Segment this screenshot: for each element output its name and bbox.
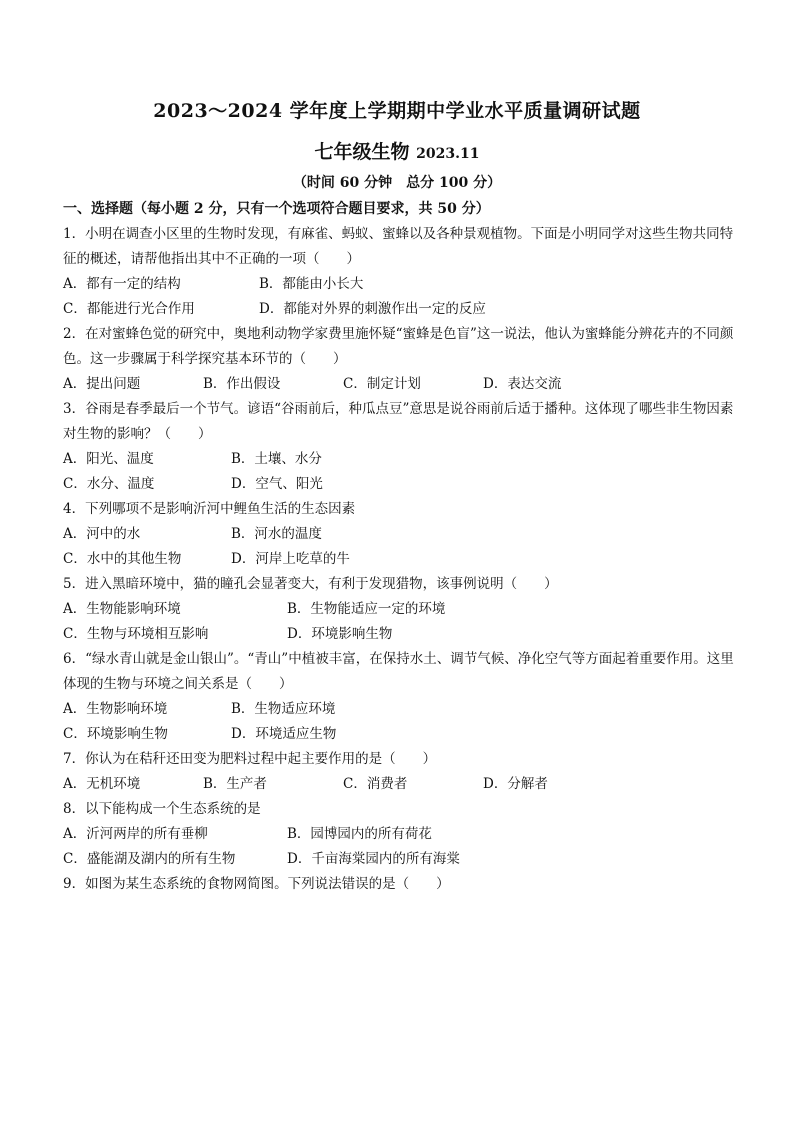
option-row bbox=[63, 597, 735, 622]
option-a: A．生物能影响环境 bbox=[63, 601, 181, 617]
option-b: B．生物能适应一定的环境 bbox=[287, 601, 446, 617]
option-b: B．作出假设 bbox=[203, 376, 281, 392]
option-b: B．土壤、水分 bbox=[231, 451, 322, 467]
option-c: C．消费者 bbox=[343, 776, 408, 792]
option-d: D．空气、阳光 bbox=[231, 476, 323, 492]
option-c: C．水分、温度 bbox=[63, 476, 155, 492]
question-6 bbox=[63, 647, 735, 747]
question-4 bbox=[63, 497, 735, 572]
option-row bbox=[63, 297, 735, 322]
question-5 bbox=[63, 572, 735, 647]
option-row bbox=[63, 472, 735, 497]
option-c: C．水中的其他生物 bbox=[63, 551, 182, 567]
option-c: C．环境影响生物 bbox=[63, 726, 168, 742]
option-b: B．园博园内的所有荷花 bbox=[287, 826, 432, 842]
question-stem: 2．在对蜜蜂色觉的研究中，奥地利动物学家费里施怀疑“蜜蜂是色盲”这一说法，他认为蜜蜂能分辨花卉的不同颜色。这一步骤属于科学探究基本环节的（ ） bbox=[63, 326, 734, 367]
option-d: D．都能对外界的刺激作出一定的反应 bbox=[259, 301, 486, 317]
question-stem: 5．进入黑暗环境中，猫的瞳孔会显著变大，有利于发现猎物，该事例说明（ ） bbox=[63, 576, 558, 592]
option-c: C．制定计划 bbox=[343, 376, 421, 392]
question-3 bbox=[63, 397, 735, 497]
option-row bbox=[63, 272, 735, 297]
exam-subtitle bbox=[0, 137, 794, 164]
option-row bbox=[63, 847, 735, 872]
option-row bbox=[63, 547, 735, 572]
question-stem: 4．下列哪项不是影响沂河中鲤鱼生活的生态因素 bbox=[63, 501, 356, 517]
question-8 bbox=[63, 797, 735, 872]
option-c: C．盛能湖及湖内的所有生物 bbox=[63, 851, 236, 867]
question-stem: 3．谷雨是春季最后一个节气。谚语“谷雨前后，种瓜点豆”意思是说谷雨前后适于播种。这体现了哪些非生物因素对生物的影响？（ ） bbox=[63, 401, 734, 442]
option-b: B．生产者 bbox=[203, 776, 267, 792]
question-stem: 6．“绿水青山就是金山银山”。“青山”中植被丰富，在保持水土、调节气候、净化空气等方面起着重要作用。这里体现的生物与环境之间关系是（ ） bbox=[63, 651, 734, 692]
question-stem: 7．你认为在秸秆还田变为肥料过程中起主要作用的是（ ） bbox=[63, 751, 437, 767]
option-a: A．河中的水 bbox=[63, 526, 141, 542]
option-d: D．河岸上吃草的牛 bbox=[231, 551, 350, 567]
option-b: B．生物适应环境 bbox=[231, 701, 336, 717]
time-score-note: （时间 60 分钟 总分 100 分） bbox=[292, 175, 502, 191]
option-row bbox=[63, 697, 735, 722]
option-b: B．都能由小长大 bbox=[259, 276, 364, 292]
section-title: 一、选择题（每小题 2 分，只有一个选项符合题目要求，共 50 分） bbox=[63, 201, 490, 217]
subject-label: 七年级生物 bbox=[314, 141, 410, 163]
option-d: D．千亩海棠园内的所有海棠 bbox=[287, 851, 460, 867]
question-2 bbox=[63, 322, 735, 397]
option-c: C．生物与环境相互影响 bbox=[63, 626, 209, 642]
option-a: A．沂河两岸的所有垂柳 bbox=[63, 826, 208, 842]
option-a: A．阳光、温度 bbox=[63, 451, 154, 467]
question-7 bbox=[63, 747, 735, 797]
question-stem: 8．以下能构成一个生态系统的是 bbox=[63, 801, 261, 817]
option-a: A．都有一定的结构 bbox=[63, 276, 181, 292]
option-row bbox=[63, 522, 735, 547]
option-row bbox=[63, 772, 735, 797]
option-row bbox=[63, 447, 735, 472]
option-row bbox=[63, 722, 735, 747]
question-9 bbox=[63, 872, 735, 897]
option-row bbox=[63, 372, 735, 397]
option-d: D．分解者 bbox=[483, 776, 548, 792]
exam-date: 2023.11 bbox=[416, 146, 480, 162]
option-a: A．无机环境 bbox=[63, 776, 141, 792]
option-d: D．环境影响生物 bbox=[287, 626, 393, 642]
option-a: A．生物影响环境 bbox=[63, 701, 168, 717]
question-1 bbox=[63, 222, 735, 322]
option-d: D．表达交流 bbox=[483, 376, 562, 392]
option-b: B．河水的温度 bbox=[231, 526, 322, 542]
option-a: A．提出问题 bbox=[63, 376, 141, 392]
option-c: C．都能进行光合作用 bbox=[63, 301, 195, 317]
question-stem: 9．如图为某生态系统的食物网简图。下列说法错误的是（ ） bbox=[63, 876, 450, 892]
exam-title: 2023～2024 学年度上学期期中学业水平质量调研试题 bbox=[153, 100, 641, 122]
question-list bbox=[63, 222, 735, 897]
option-row bbox=[63, 622, 735, 647]
question-stem: 1．小明在调查小区里的生物时发现，有麻雀、蚂蚁、蜜蜂以及各种景观植物。下面是小明同学对这些生物共同特征的概述，请帮他指出其中不正确的一项（ ） bbox=[63, 226, 734, 267]
option-d: D．环境适应生物 bbox=[231, 726, 337, 742]
option-row bbox=[63, 822, 735, 847]
